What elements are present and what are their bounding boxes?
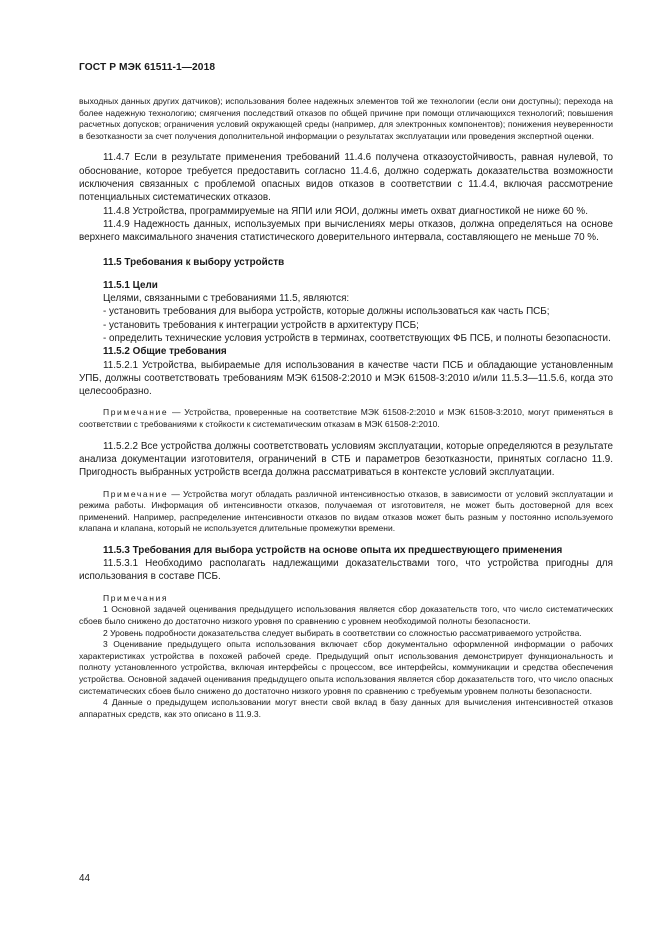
clause-11-5-3-1: 11.5.3.1 Необходимо располагать надлежащими доказательствами того, что устройства пригодны для использования в составе ПСБ. [79, 558, 613, 583]
note-1 [79, 407, 613, 430]
goal-item: - определить технические условия устройств в терминах, соответствующих ФБ ПСБ, и полноты безопасности. [103, 332, 611, 344]
intro-paragraph: выходных данных других датчиков); использования более надежных элементов той же технологии (если они доступны); перехода на более надежную технологию; смягчения последствий отказов по общей причине при помощи отличающихся технологий; повышения расчетных допусков; ограничения условий окружающей среды (например, для электронных компонентов); понижения неуверенности в безотказности за счет получения дополнительной информации о результатах эксплуатации или проведения экспертной оценки. [79, 96, 613, 141]
clause-11-5-2-1: 11.5.2.1 Устройства, выбираемые для использования в качестве части ПСБ и обладающие установленным УПБ, должны соответствовать требованиям МЭК 61508-2:2010 и МЭК 61508-3:2010 и/или 11.5.3—11.5.6, когда это целесообразно. [79, 359, 613, 398]
note-item: 2 Уровень подробности доказательства следует выбирать в соответствии со сложностью рассматриваемого устройства. [103, 627, 582, 638]
note-1-label: Примечание [103, 407, 169, 418]
clause-11-4-7: 11.4.7 Если в результате применения требований 11.4.6 получена отказоустойчивость, равная нулевой, то обоснование, которое требуется предоставить согласно 11.4.6, должно содержать доказательства возможности исключения связанных с проблемой опасных видов отказов в соответствии с 11.4.4, включая рассмотрение потенциальных систематических отказов. [79, 152, 613, 204]
page-number: 44 [79, 873, 90, 884]
note-2 [79, 489, 613, 535]
note-item: 3 Оценивание предыдущего опыта использования включает сбор документально оформленной информации о рабочих характеристиках устройства в похожей рабочей среде. Предыдущий опыт использования демонстрирует функциональность и полноту установленного устройства, включая интерфейсы с процессом, все интерфейсы, коммуникации и средства обеспечения устройства. Основной задачей оценивания предыдущего опыта использования является сбор доказательств того, что число опасных систематических сбоев было снижено до достаточно низкого уровня по сравнению с требуемым уровнем полноты безопасности. [79, 639, 613, 696]
clause-11-4-8: 11.4.8 Устройства, программируемые на ЯПИ или ЯОИ, должны иметь охват диагностикой не ниже 60 %. [103, 205, 588, 217]
notes-label: Примечания [103, 592, 169, 603]
note-item: 1 Основной задачей оценивания предыдущего использования является сбор доказательств того, что число систематических сбоев было снижено до достаточно низкого уровня по сравнению с уровнем необходимой полноты безопасности. [79, 604, 613, 626]
section-heading-11-5: 11.5 Требования к выбору устройств [103, 257, 285, 269]
goal-item: - установить требования к интеграции устройств в архитектуру ПСБ; [103, 319, 419, 331]
goal-item: - установить требования для выбора устройств, которые должны использоваться как часть ПСБ; [103, 306, 550, 318]
note-1-text: — Устройства, проверенные на соответствие МЭК 61508-2:2010 и МЭК 61508-3:2010, могут применяться в соответствии с требованиями к стойкости к систематическим отказам в МЭК 61508-2:2010. [79, 407, 613, 430]
clause-11-5-2-2: 11.5.2.2 Все устройства должны соответствовать условиям эксплуатации, которые определяются в результате анализа документации изготовителя, ограничений в СТБ и параметров безотказности, принятых согласно 11.9. Пригодность выбранных устройств всегда должна рассматриваться в контексте условий эксплуатации. [79, 440, 613, 479]
standard-header: ГОСТ Р МЭК 61511-1—2018 [79, 62, 216, 73]
subsection-heading-11-5-1: 11.5.1 Цели [103, 279, 158, 291]
page-content [79, 96, 613, 720]
subsection-heading-11-5-2: 11.5.2 Общие требования [103, 346, 227, 358]
note-item: 4 Данные о предыдущем использовании могут внести свой вклад в базу данных для вычисления интенсивностей отказов аппаратных средств, как это описано в 11.9.3. [79, 697, 613, 719]
note-2-label: Примечание [103, 488, 169, 499]
clause-11-4-9: 11.4.9 Надежность данных, используемых при вычислениях меры отказов, должна определяться на основе верхнего максимального значения статистического доверительного интервала, составляющего не меньше 70 %. [79, 218, 613, 244]
goals-intro: Целями, связанными с требованиями 11.5, являются: [103, 293, 350, 305]
subsection-heading-11-5-3: 11.5.3 Требования для выбора устройств на основе опыта их предшествующего применения [103, 544, 563, 556]
note-2-text: — Устройства могут обладать различной интенсивностью отказов, в зависимости от условий эксплуатации и режима работы. Информация об интенсивности отказов, получаемая от изготовителя, не может быть достоверной для всех применений. Например, распределение интенсивности отказов по видам отказов может быть разным у постоянно используемого клапана и клапана, который не используется длительные промежутки времени. [79, 488, 613, 534]
